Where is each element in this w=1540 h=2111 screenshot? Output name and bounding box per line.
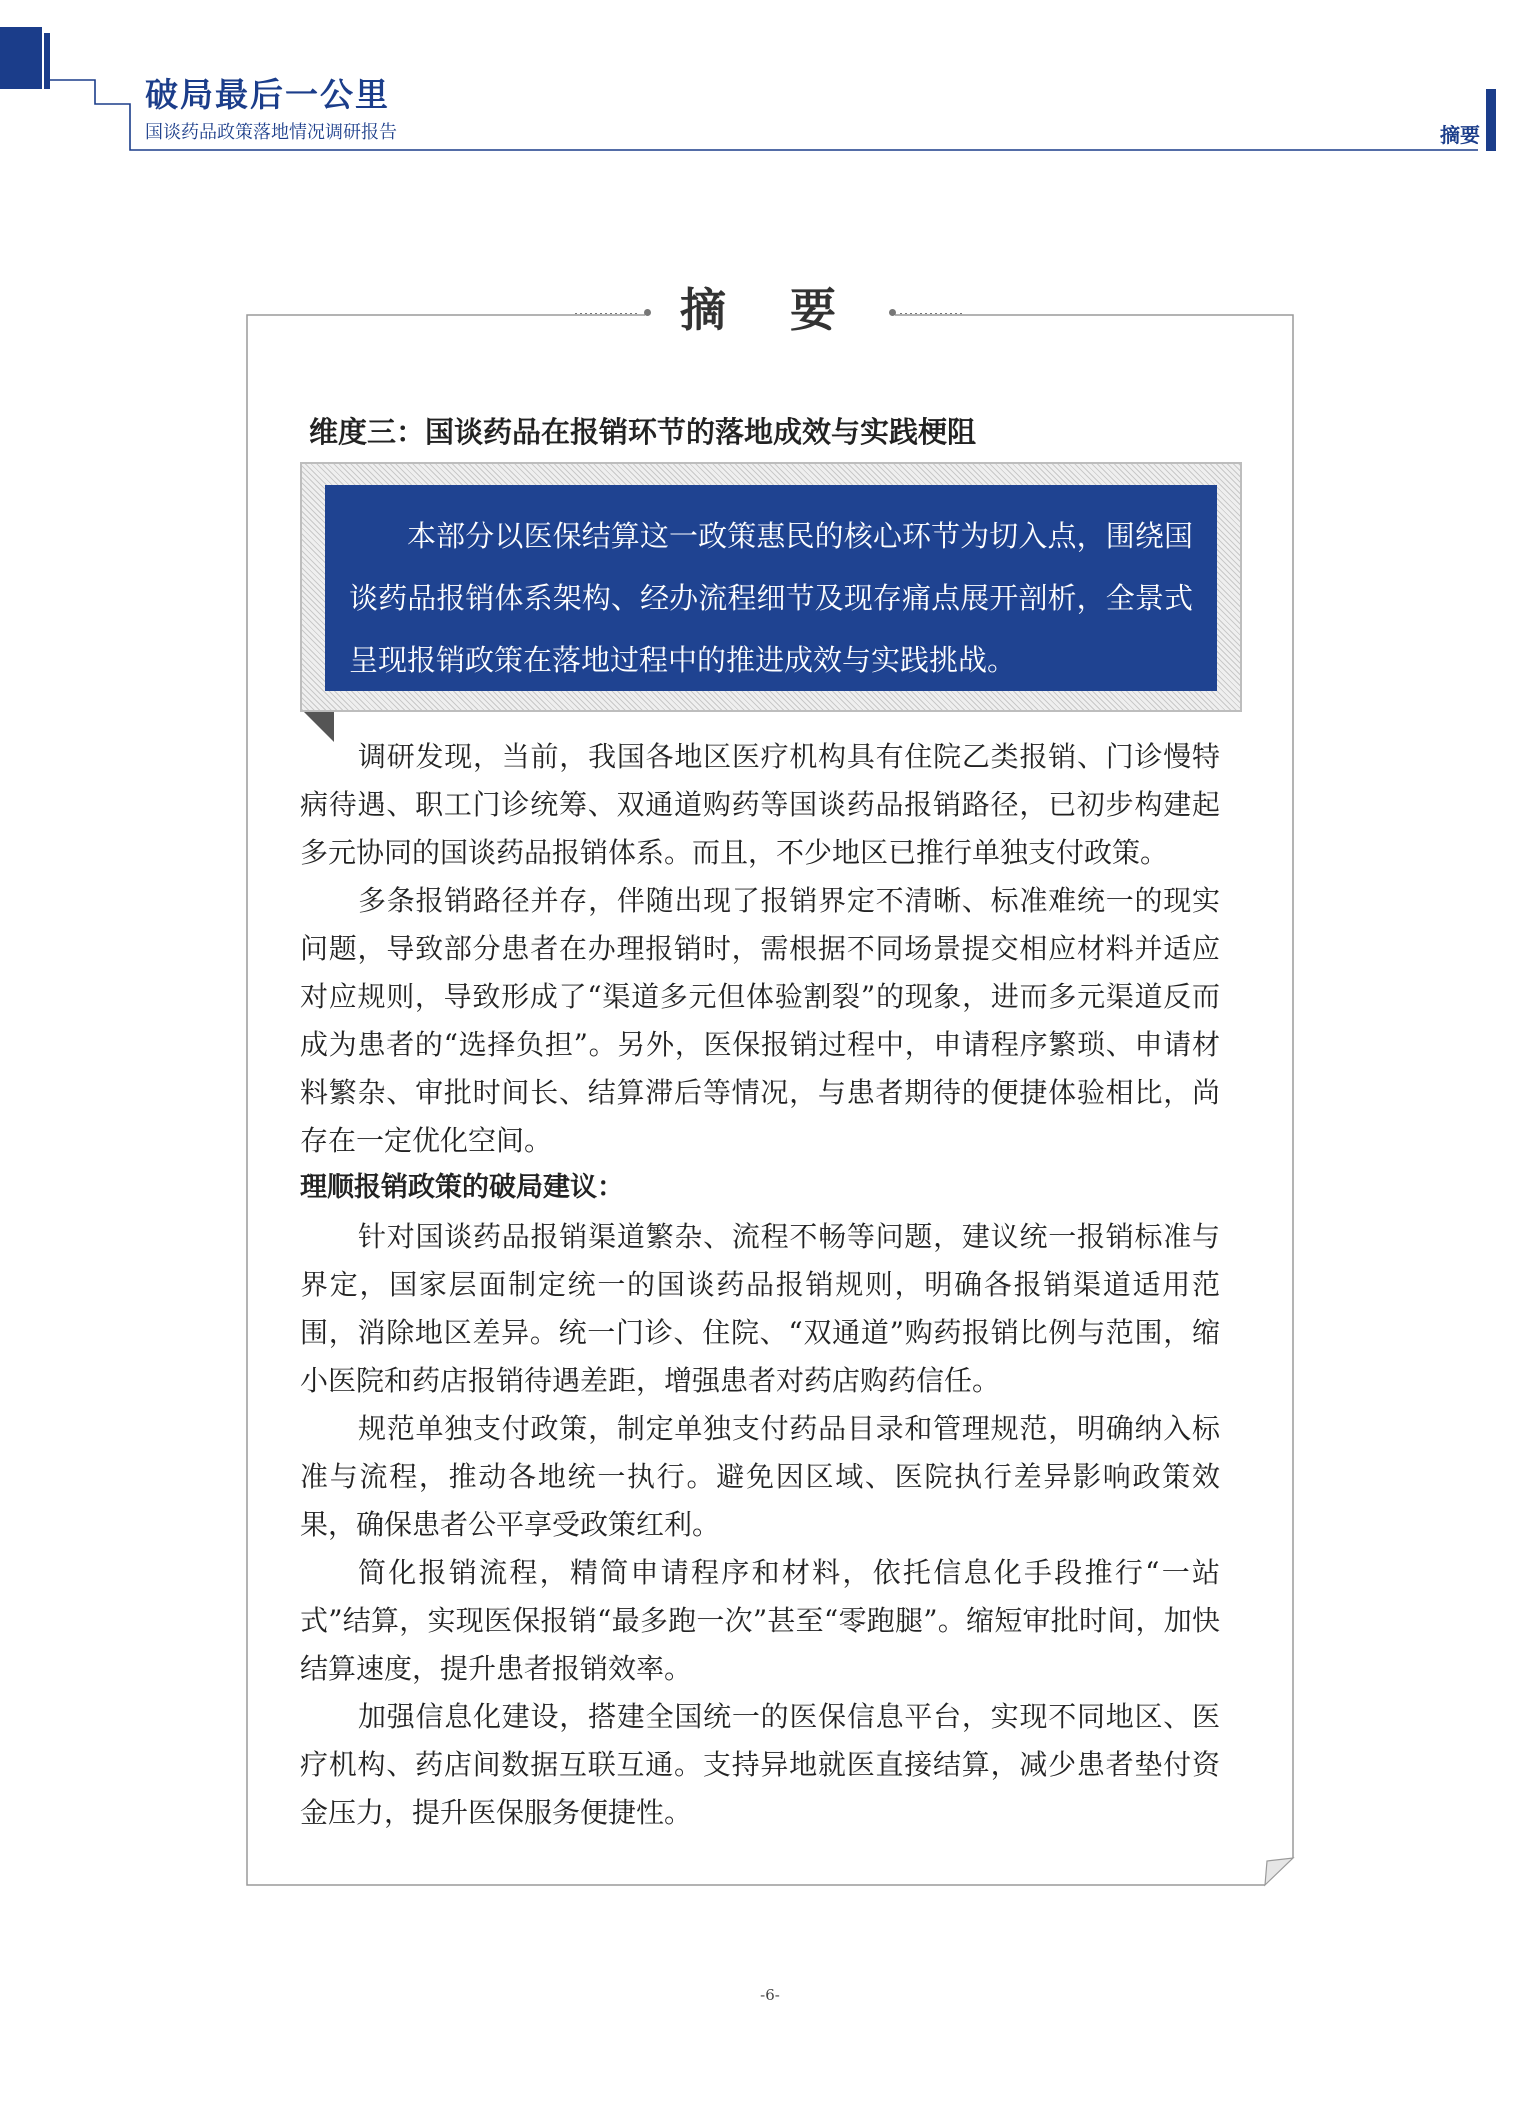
page-number: -6- bbox=[760, 1986, 780, 2004]
suggestion-paragraph-1: 针对国谈药品报销渠道繁杂、流程不畅等问题，建议统一报销标准与界定，国家层面制定统一的国谈药品报销规则，明确各报销渠道适用范围，消除地区差异。统一门诊、住院、“双通道”购药报销比例与范围，缩小医院和药店报销待遇差距，增强患者对药店购药信任。 bbox=[300, 1220, 1220, 1397]
intro-text: 本部分以医保结算这一政策惠民的核心环节为切入点，围绕国谈药品报销体系架构、经办流程细节及现存痛点展开剖析，全景式呈现报销政策在落地过程中的推进成效与实践挑战。 bbox=[349, 519, 1193, 677]
suggestions-heading: 理顺报销政策的破局建议： bbox=[300, 1172, 624, 1203]
intro-callout bbox=[325, 485, 1217, 691]
section-label: 摘要 bbox=[1440, 123, 1480, 147]
suggestion-paragraph-4: 加强信息化建设，搭建全国统一的医保信息平台，实现不同地区、医疗机构、药店间数据互联互通。支持异地就医直接结算，减少患者垫付资金压力，提升医保服务便捷性。 bbox=[300, 1700, 1220, 1829]
section-marker-bar bbox=[1486, 89, 1496, 151]
report-title: 破局最后一公里 bbox=[145, 75, 390, 114]
report-subtitle: 国谈药品政策落地情况调研报告 bbox=[145, 122, 397, 143]
dimension-title: 维度三：国谈药品在报销环节的落地成效与实践梗阻 bbox=[309, 415, 977, 449]
findings-paragraph-1: 调研发现，当前，我国各地区医疗机构具有住院乙类报销、门诊慢特病待遇、职工门诊统筹、双通道购药等国谈药品报销路径，已初步构建起多元协同的国谈药品报销体系。而且，不少地区已推行单独支付政策。 bbox=[300, 740, 1220, 869]
suggestion-paragraph-3: 简化报销流程，精简申请程序和材料，依托信息化手段推行“一站式”结算，实现医保报销“最多跑一次”甚至“零跑腿”。缩短审批时间，加快结算速度，提升患者报销效率。 bbox=[300, 1556, 1220, 1685]
findings-paragraph-2: 多条报销路径并存，伴随出现了报销界定不清晰、标准难统一的现实问题，导致部分患者在办理报销时，需根据不同场景提交相应材料并适应对应规则，导致形成了“渠道多元但体验割裂”的现象，进而多元渠道反而成为患者的“选择负担”。另外，医保报销过程中，申请程序繁琐、申请材料繁杂、审批时间长、结算滞后等情况，与患者期待的便捷体验相比，尚存在一定优化空间。 bbox=[300, 884, 1220, 1157]
suggestion-paragraph-2: 规范单独支付政策，制定单独支付药品目录和管理规范，明确纳入标准与流程，推动各地统一执行。避免因区域、医院执行差异影响政策效果，确保患者公平享受政策红利。 bbox=[300, 1412, 1220, 1541]
page-heading: 摘 要 bbox=[679, 283, 860, 337]
